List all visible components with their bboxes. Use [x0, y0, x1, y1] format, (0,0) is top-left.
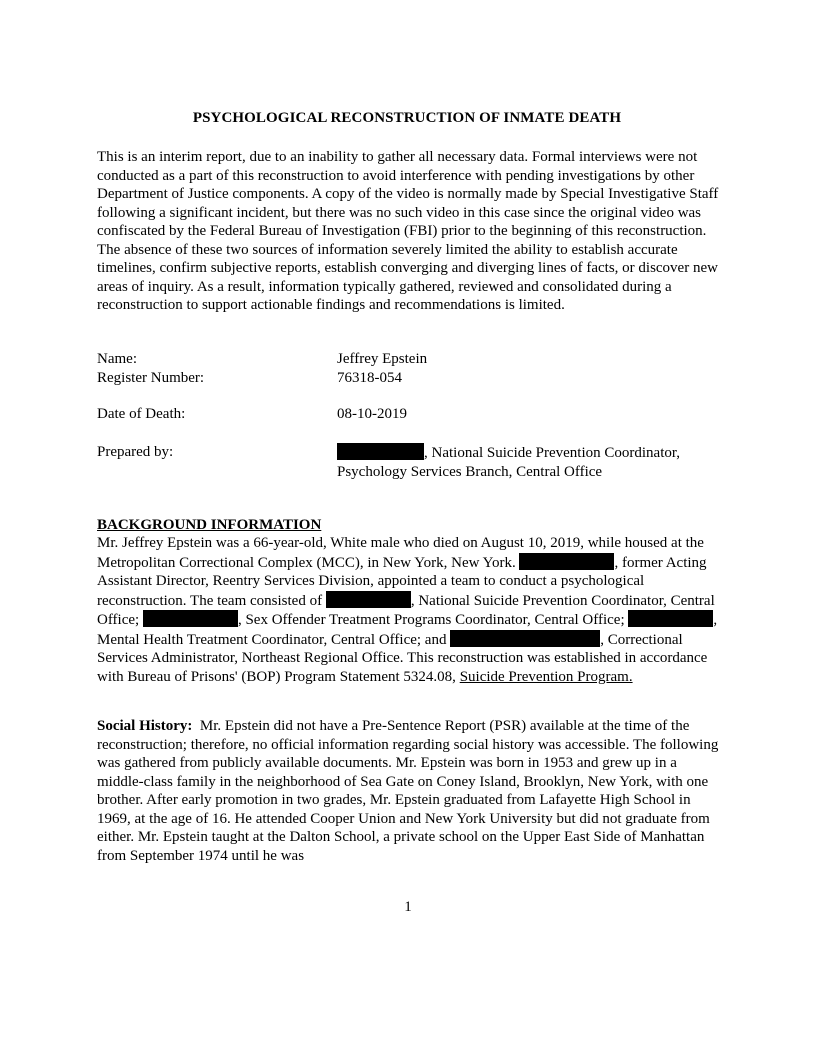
redaction-bar: [628, 610, 713, 627]
background-text-2: , former Acting Assistant Director, Reentry Services Division, appointed a team to conduct a psychological reconstruction. The team consisted of: [97, 554, 707, 609]
page-number: 1: [404, 899, 412, 915]
redaction-bar: [450, 630, 600, 647]
redaction-bar: [326, 591, 411, 608]
social-history-label: Social History:: [97, 718, 193, 734]
background-text-3: , National Suicide Prevention Coordinator, Central Office;: [97, 592, 715, 628]
redaction-bar: [143, 610, 238, 627]
date-of-death-label: Date of Death:: [97, 406, 186, 422]
background-paragraph: [97, 534, 727, 686]
redaction-bar: [519, 553, 614, 570]
background-text-4: , Sex Offender Treatment Programs Coordinator, Central Office;: [237, 612, 625, 628]
prepared-by-value: [337, 443, 737, 481]
social-history-text: Mr. Epstein did not have a Pre-Sentence Report (PSR) available at the time of the reconstruction; therefore, no official information regarding social history was accessible. The following was gathered from publicly available documents. Mr. Epstein was born in 1953 and grew up in a middle-class family in the neighborhood of Sea Gate on Coney Island, Brooklyn, New York, with one brother. After early promotion in two grades, Mr. Epstein graduated from Lafayette High School in 1969, at the age of 16. He attended Cooper Union and New York University but did not graduate from either. Mr. Epstein taught at the Dalton School, a private school on the Upper East Side of Manhattan from September 1974 until he was: [97, 718, 719, 864]
program-statement-title: Suicide Prevention Program.: [459, 668, 633, 685]
background-text-1: Mr. Jeffrey Epstein was a 66-year-old, White male who died on August 10, 2019, while housed at the Metropolitan Correctional Complex (MCC), in New York, New York.: [97, 535, 704, 571]
prepared-by-label: Prepared by:: [97, 444, 174, 460]
background-text-6: , Correctional Services Administrator, Northeast Regional Office. This reconstruction was established in accordance with Bureau of Prisons' (BOP) Program Statement 5324.08,: [97, 631, 708, 685]
register-number-value: 76318-054: [337, 370, 402, 386]
prepared-by-title: , National Suicide Prevention Coordinator,: [424, 445, 681, 461]
background-heading: BACKGROUND INFORMATION: [97, 517, 322, 533]
register-number-label: Register Number:: [97, 370, 205, 386]
name-label: Name:: [97, 351, 137, 367]
date-of-death-value: 08-10-2019: [337, 406, 407, 422]
redaction-bar: [337, 443, 424, 460]
prepared-by-office: Psychology Services Branch, Central Office: [337, 463, 603, 480]
background-text-5: , Mental Health Treatment Coordinator, Central Office; and: [97, 612, 718, 648]
name-value: Jeffrey Epstein: [337, 351, 428, 367]
document-title: PSYCHOLOGICAL RECONSTRUCTION OF INMATE DEATH: [192, 110, 622, 126]
social-history-paragraph: [97, 717, 727, 865]
interim-report-paragraph: This is an interim report, due to an inability to gather all necessary data. Formal interviews were not conducted as a part of this reconstruction to avoid interference with pending investigations by other Department of Justice components. A copy of the video is normally made by Special Investigative Staff following a significant incident, but there was no such video in this case since the original video was confiscated by the Federal Bureau of Investigation (FBI) prior to the beginning of this reconstruction. The absence of these two sources of information severely limited the ability to establish accurate timelines, confirm subjective reports, establish converging and diverging lines of facts, or discover new areas of inquiry. As a result, information typically gathered, reviewed and consolidated during a reconstruction to support actionable findings and recommendations is limited.: [97, 149, 719, 313]
